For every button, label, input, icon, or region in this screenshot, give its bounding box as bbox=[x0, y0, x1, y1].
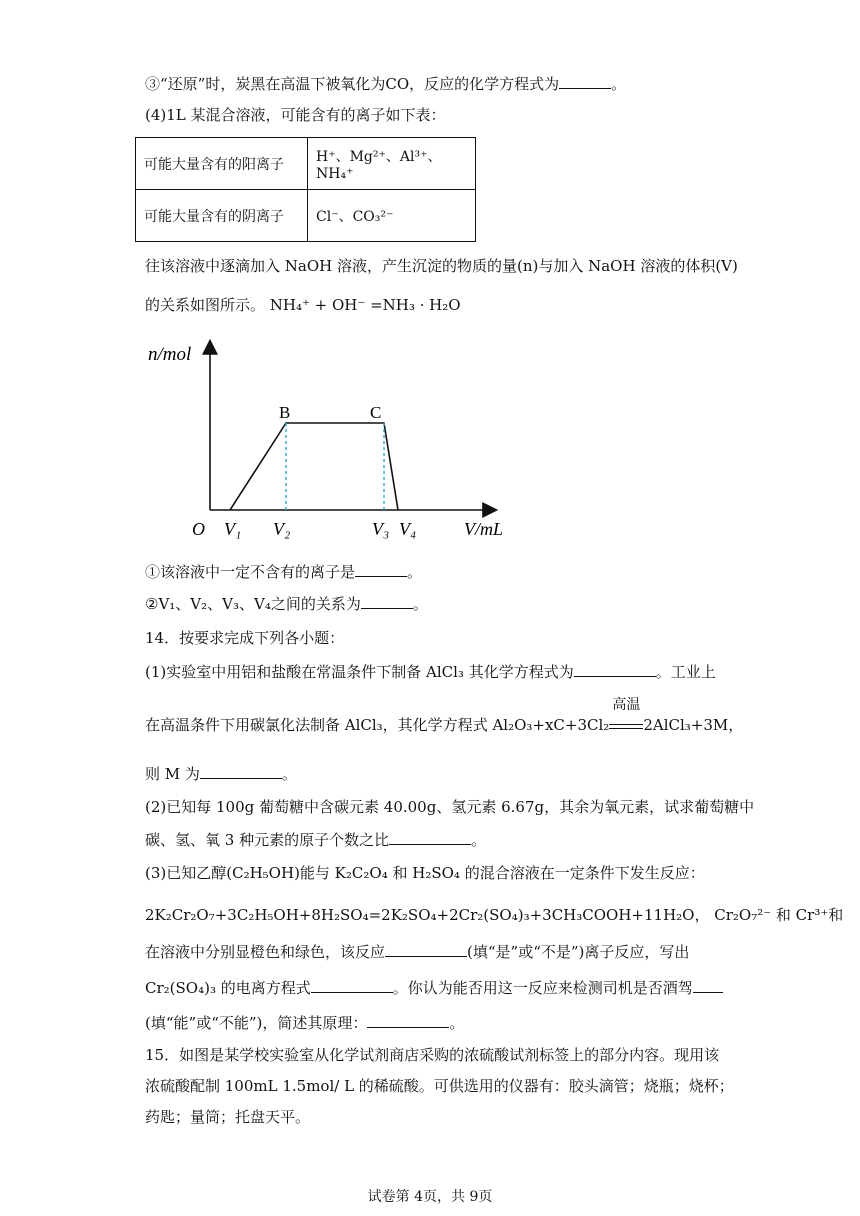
question-line bbox=[145, 255, 738, 277]
table-row bbox=[136, 138, 476, 190]
question-text: 14．按要求完成下列各小题： bbox=[145, 629, 345, 647]
question-text: 。 bbox=[611, 75, 627, 93]
question-line bbox=[145, 72, 626, 95]
question-text: (4)1L 某混合溶液，可能含有的离子如下表： bbox=[145, 106, 446, 124]
v1-label: V₁ bbox=[224, 519, 242, 539]
question-line bbox=[145, 560, 422, 583]
question-text: (填“能”或“不能”)，简述其原理： bbox=[145, 1014, 368, 1032]
question-text: 。你认为能否用这一反应来检测司机是否酒驾 bbox=[392, 979, 693, 997]
question-line bbox=[145, 828, 486, 851]
page-footer: 试卷第 4页，共 9页 bbox=[367, 1189, 493, 1205]
question-line bbox=[145, 762, 297, 785]
answer-blank[interactable] bbox=[389, 828, 471, 845]
question-text: 在高温条件下用碳氯化法制备 AlCl₃，其化学方程式 Al₂O₃+xC+3Cl₂ bbox=[145, 716, 610, 734]
question-line bbox=[145, 976, 723, 999]
cation-label: 可能大量含有的阳离子 bbox=[136, 138, 308, 190]
point-b-label: B bbox=[279, 403, 291, 422]
condition-text: 高温 bbox=[612, 697, 641, 713]
question-line bbox=[145, 862, 705, 884]
question-line bbox=[145, 904, 843, 926]
answer-blank[interactable] bbox=[559, 72, 611, 89]
answer-blank[interactable] bbox=[361, 592, 413, 609]
question-line bbox=[145, 940, 689, 963]
curve bbox=[230, 423, 398, 510]
answer-blank[interactable] bbox=[574, 660, 656, 677]
question-text: 的关系如图所示。 NH₄⁺ + OH⁻ =NH₃ · H₂O bbox=[145, 296, 461, 314]
answer-blank[interactable] bbox=[693, 976, 723, 993]
question-text: 。 bbox=[407, 563, 423, 581]
question-line bbox=[145, 1075, 734, 1097]
answer-blank[interactable] bbox=[311, 976, 393, 993]
question-text: 2K₂Cr₂O₇+3C₂H₅OH+8H₂SO₄=2K₂SO₄+2Cr₂(SO₄)₃+3CH₃COOH+11H₂O， Cr₂O₇²⁻ 和 Cr³⁺和 bbox=[145, 906, 844, 924]
table-row bbox=[136, 190, 476, 242]
question-text: 。 bbox=[281, 765, 297, 783]
question-text: 往该溶液中逐滴加入 NaOH 溶液，产生沉淀的物质的量(n)与加入 NaOH 溶液的体积(V) bbox=[145, 257, 738, 275]
question-line bbox=[145, 796, 754, 818]
y-axis-label: n/mol bbox=[148, 344, 192, 365]
cation-value: H⁺、Mg²⁺、Al³⁺、NH₄⁺ bbox=[308, 138, 476, 190]
anion-label: 可能大量含有的阴离子 bbox=[136, 190, 308, 242]
question-line bbox=[145, 104, 446, 126]
question-text: 则 M 为 bbox=[145, 765, 200, 783]
question-text: (填“是”或“不是”)离子反应，写出 bbox=[467, 943, 690, 961]
question-line bbox=[145, 1011, 464, 1034]
precipitate-graph bbox=[140, 330, 520, 545]
x-axis-label: V/mL bbox=[464, 519, 504, 539]
question-text: 药匙；量筒；托盘天平。 bbox=[145, 1108, 311, 1126]
question-text: 。 bbox=[412, 595, 428, 613]
question-text: (3)已知乙醇(C₂H₅OH)能与 K₂C₂O₄ 和 H₂SO₄ 的混合溶液在一定条件下发生反应： bbox=[145, 864, 705, 882]
question-text: ③“还原”时，炭黑在高温下被氧化为CO，反应的化学方程式为 bbox=[145, 75, 560, 93]
anion-value: Cl⁻、CO₃²⁻ bbox=[308, 190, 476, 242]
question-text: 浓硫酸配制 100mL 1.5mol/ L 的稀硫酸。可供选用的仪器有：胶头滴管；烧瓶；烧杯； bbox=[145, 1077, 734, 1095]
question-text: 2AlCl₃+3M， bbox=[643, 716, 744, 734]
question-text: 15．如图是某学校实验室从化学试剂商店采购的浓硫酸试剂标签上的部分内容。现用该 bbox=[145, 1046, 720, 1064]
reaction-condition bbox=[609, 697, 643, 736]
answer-blank[interactable] bbox=[385, 940, 467, 957]
v4-label: V₄ bbox=[399, 519, 417, 539]
question-line bbox=[145, 697, 744, 736]
question-text: Cr₂(SO₄)₃ 的电离方程式 bbox=[145, 979, 311, 997]
answer-blank[interactable] bbox=[367, 1011, 449, 1028]
origin-label: O bbox=[192, 519, 205, 539]
question-line bbox=[145, 660, 716, 683]
question-text: 碳、氢、氧 3 种元素的原子个数之比 bbox=[145, 831, 390, 849]
question-text: 。 bbox=[449, 1014, 465, 1032]
v3-label: V₃ bbox=[372, 519, 390, 539]
answer-blank[interactable] bbox=[200, 762, 282, 779]
question-text: 在溶液中分别显橙色和绿色，该反应 bbox=[145, 943, 386, 961]
ion-table bbox=[135, 137, 476, 242]
equal-sign bbox=[609, 724, 643, 729]
question-text: 。工业上 bbox=[655, 663, 716, 681]
question-text: ②V₁、V₂、V₃、V₄之间的关系为 bbox=[145, 595, 361, 613]
question-line bbox=[145, 1106, 310, 1128]
question-text: (1)实验室中用铝和盐酸在常温条件下制备 AlCl₃ 其化学方程式为 bbox=[145, 663, 574, 681]
v2-label: V₂ bbox=[273, 519, 291, 539]
question-line bbox=[145, 1044, 719, 1066]
question-line bbox=[145, 627, 344, 649]
question-text: ①该溶液中一定不含有的离子是 bbox=[145, 563, 356, 581]
question-line bbox=[145, 592, 428, 615]
question-text: (2)已知每 100g 葡萄糖中含碳元素 40.00g、氢元素 6.67g，其余为氧元素，试求葡萄糖中 bbox=[145, 798, 755, 816]
answer-blank[interactable] bbox=[355, 560, 407, 577]
question-text: 。 bbox=[471, 831, 487, 849]
point-c-label: C bbox=[370, 403, 382, 422]
question-line bbox=[145, 294, 461, 316]
